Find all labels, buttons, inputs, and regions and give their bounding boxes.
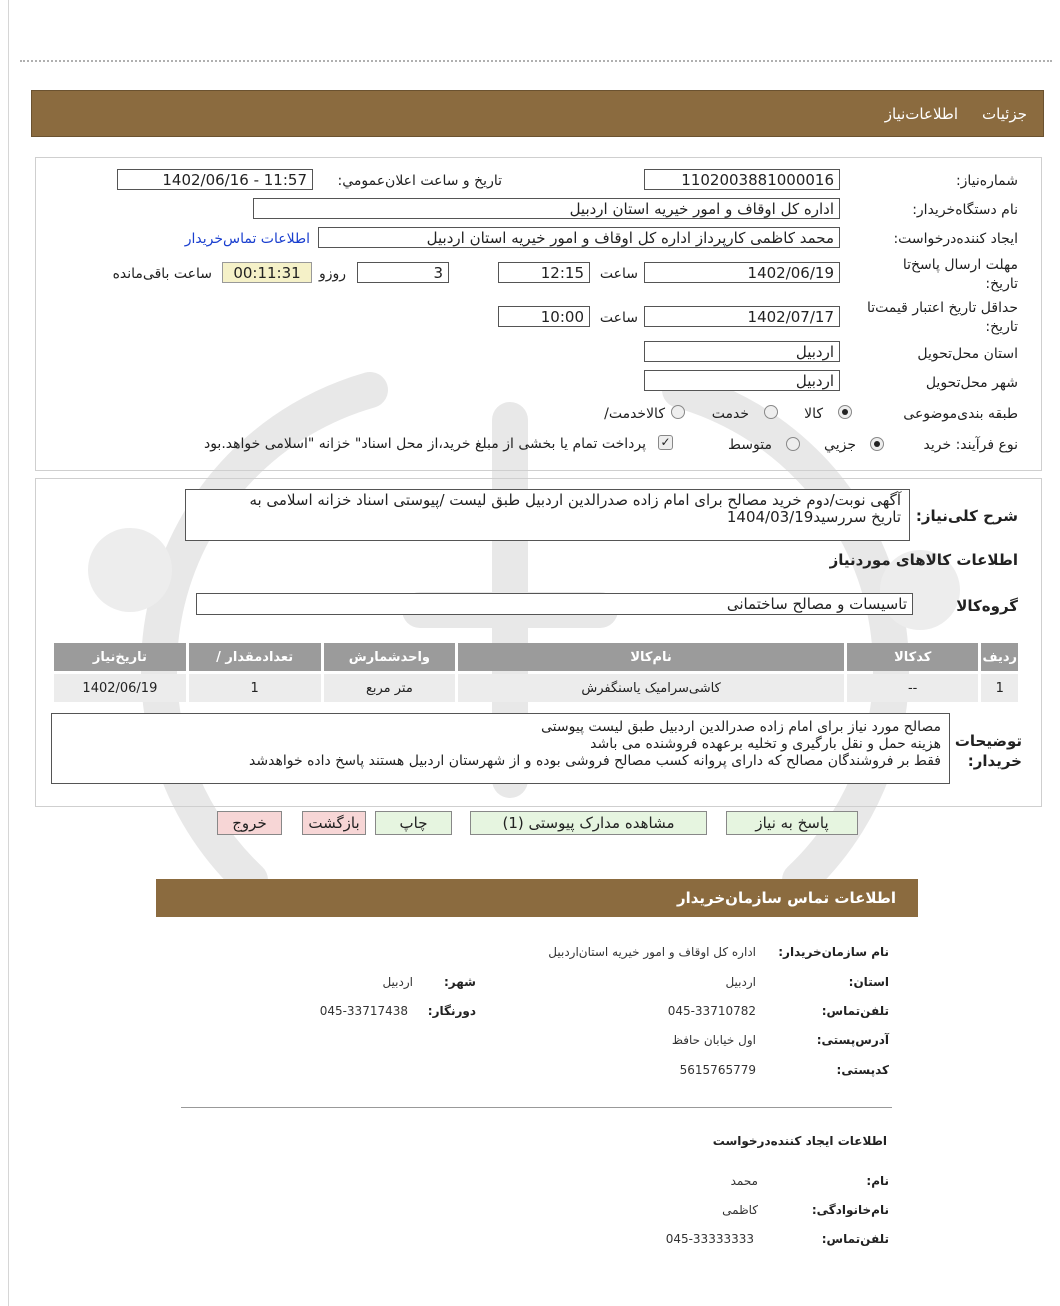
process-type-label: نوع فرآیند: خرید — [923, 437, 1018, 453]
goods-table — [51, 640, 1021, 705]
process-radio-medium[interactable] — [786, 437, 800, 451]
header-bar — [31, 90, 1044, 137]
creator-field: محمد کاظمی کارپرداز اداره کل اوقاف و امور خیریه استان اردبیل — [318, 227, 840, 248]
need-summary-label: شرح کلی‌نیاز: — [915, 507, 1018, 525]
remaining-time-field: 00:11:31 — [222, 262, 312, 283]
top-dotted-divider — [20, 60, 1052, 62]
reply-deadline-label-2: تاریخ: — [985, 276, 1018, 292]
validity-label-2: تاریخ: — [985, 319, 1018, 335]
creator-phone-label: تلفن‌تماس: — [821, 1232, 889, 1246]
contact-divider — [181, 1107, 892, 1108]
exit-button[interactable]: خروج — [217, 811, 282, 835]
col-quantity: تعدادمقدار / — [189, 643, 321, 671]
announce-datetime-field: 1402/06/16 - 11:57 — [117, 169, 313, 190]
days-field: 3 — [357, 262, 449, 283]
buyer-notes-line-1: مصالح مورد نیاز برای امام زاده صدرالدین اردبیل طبق لیست پیوستی — [540, 719, 941, 735]
contact-address-label: آدرس‌پستی: — [816, 1033, 889, 1047]
contact-city-value: اردبیل — [382, 975, 413, 989]
creator-family-value: کاظمی — [722, 1203, 758, 1217]
need-summary-box — [185, 489, 910, 541]
contact-city-label: شهر: — [444, 975, 476, 989]
category-option-goods-service: کالا‌خدمت/ — [604, 406, 665, 422]
contact-phone-label: تلفن‌تماس: — [821, 1004, 889, 1018]
process-radio-minor[interactable] — [870, 437, 884, 451]
contact-postal-value: 5615765779 — [679, 1063, 756, 1077]
announce-datetime-label: تاریخ و ساعت اعلان‌عمومي: — [337, 173, 502, 189]
cell-code: -- — [847, 674, 979, 702]
days-label: روزو — [318, 266, 346, 282]
creator-label: ایجاد کننده‌درخواست: — [893, 231, 1018, 247]
cell-row: 1 — [981, 674, 1018, 702]
buyer-notes-label: توضیحات — [954, 732, 1022, 750]
col-unit: واحدشمارش — [324, 643, 456, 671]
contact-org-label: نام سازمان‌خریدار: — [778, 945, 889, 959]
col-name: نام‌کالا — [458, 643, 844, 671]
buyer-contact-link[interactable]: اطلاعات تماس‌خریدار — [184, 231, 310, 247]
need-summary-line-1: آگهی نوبت/دوم خرید مصالح برای امام زاده صدرالدین اردبیل طبق لیست /پیوستی اسناد خزانه اسلامی به — [249, 491, 901, 509]
contact-org-value: اداره کل اوقاف و امور خیریه استان‌اردبیل — [548, 945, 756, 959]
creator-phone-value: 045-33333333 — [665, 1232, 754, 1246]
table-row — [54, 674, 1018, 702]
tab-details[interactable]: جزئیات — [982, 105, 1027, 123]
creator-info-title: اطلاعات ایجاد کننده‌درخواست — [712, 1134, 887, 1148]
remaining-time-label: ساعت باقی‌مانده — [112, 266, 212, 282]
view-attachments-button[interactable]: مشاهده مدارک پیوستی (1) — [470, 811, 707, 835]
category-label: طبقه بندی‌موضوعی — [903, 406, 1018, 422]
contact-address-value: اول خیابان حافظ — [671, 1033, 756, 1047]
need-number-field: 1102003881000016 — [644, 169, 840, 190]
creator-name-label: نام: — [866, 1174, 889, 1188]
goods-group-field: تاسیسات و مصالح ساختمانی — [196, 593, 913, 615]
contact-title: اطلاعات تماس سازمان‌خریدار — [676, 889, 896, 907]
left-border-line — [8, 0, 9, 1306]
contact-fax-label: دورنگار: — [427, 1004, 476, 1018]
validity-date-field: 1402/07/17 — [644, 306, 840, 327]
goods-table-header — [54, 643, 1018, 671]
goods-group-label: گروه‌کالا — [956, 597, 1018, 615]
payment-treasury-note: پرداخت تمام یا بخشی از مبلغ خرید،از محل اسناد" خزانه "اسلامی خواهد.بود — [203, 436, 646, 452]
reply-time-field: 12:15 — [498, 262, 590, 283]
delivery-city-label: شهر محل‌تحویل — [925, 375, 1018, 391]
contact-title-bar — [156, 879, 918, 917]
process-option-minor: جزیي — [824, 437, 856, 453]
contact-postal-label: کد‌پستی: — [836, 1063, 889, 1077]
contact-fax-value: 045-33717438 — [319, 1004, 408, 1018]
buyer-notes-line-3: فقط بر فروشندگان مصالح که دارای پروانه کسب مصالح فروشی بوده و از شهرستان اردبیل هستند پاسخ داده خواهدشد — [249, 753, 941, 769]
cell-name: کاشی‌سرامیک یاسنگفرش — [458, 674, 844, 702]
reply-date-field: 1402/06/19 — [644, 262, 840, 283]
contact-province-label: استان: — [848, 975, 889, 989]
buyer-notes-label-2: خریدار: — [967, 752, 1022, 770]
cell-need-date: 1402/06/19 — [54, 674, 186, 702]
buyer-org-label: نام دستگاه‌خریدار: — [912, 202, 1018, 218]
cell-quantity: 1 — [189, 674, 321, 702]
col-row: ردیف — [981, 643, 1018, 671]
delivery-city-field: اردبیل — [644, 370, 840, 391]
need-summary-line-2: تاریخ سررسید1404/03/19 — [726, 508, 901, 526]
print-button[interactable]: چاپ — [375, 811, 452, 835]
category-radio-goods[interactable] — [838, 405, 852, 419]
delivery-province-field: اردبیل — [644, 341, 840, 362]
validity-time-label: ساعت — [599, 310, 638, 326]
category-option-service: خدمت — [711, 406, 749, 422]
reply-time-label: ساعت — [599, 266, 638, 282]
category-radio-goods-service[interactable] — [671, 405, 685, 419]
contact-province-value: اردبیل — [725, 975, 756, 989]
category-option-goods: کالا — [804, 406, 823, 422]
buyer-org-field: اداره کل اوقاف و امور خیریه استان اردبیل — [253, 198, 840, 219]
contact-phone-value: 045-33710782 — [667, 1004, 756, 1018]
reply-deadline-label: مهلت ارسال پاسخ‌تا — [902, 257, 1018, 273]
back-button[interactable]: بازگشت — [302, 811, 366, 835]
buyer-notes-line-2: هزینه حمل و نقل بارگیری و تخلیه برعهده فروشنده می باشد — [590, 736, 941, 752]
creator-family-label: نام‌خانوادگی: — [811, 1203, 889, 1217]
validity-label: حداقل تاریخ اعتبار قیمت‌تا — [866, 300, 1018, 316]
cell-unit: متر مربع — [324, 674, 456, 702]
process-option-medium: متوسط — [728, 437, 772, 453]
delivery-province-label: استان محل‌تحویل — [917, 346, 1018, 362]
goods-info-title: اطلاعات کالاهای موردنیاز — [829, 551, 1018, 569]
category-radio-service[interactable] — [764, 405, 778, 419]
tab-need-info[interactable]: اطلاعات‌نیاز — [884, 105, 958, 123]
creator-name-value: محمد — [730, 1174, 758, 1188]
validity-time-field: 10:00 — [498, 306, 590, 327]
col-code: کدکالا — [847, 643, 979, 671]
reply-button[interactable]: پاسخ به نیاز — [726, 811, 858, 835]
col-need-date: تاریخ‌نیاز — [54, 643, 186, 671]
payment-treasury-checkbox[interactable]: ✓ — [658, 435, 673, 450]
buyer-notes-box — [51, 713, 950, 784]
need-number-label: شماره‌نیاز: — [955, 173, 1018, 189]
